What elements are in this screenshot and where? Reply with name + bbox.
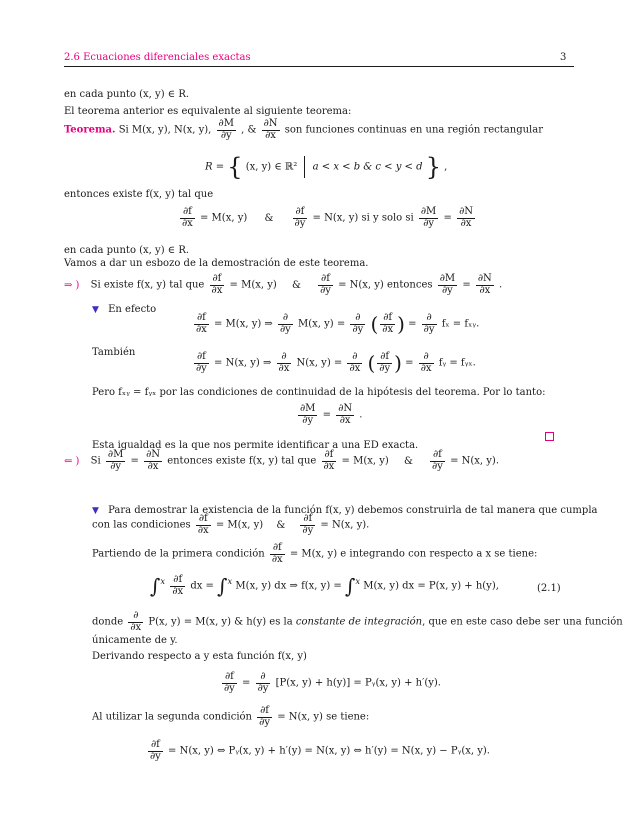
theorem-label: Teorema. xyxy=(64,124,116,136)
running-header: 2.6 Ecuaciones diferenciales exactas xyxy=(64,52,251,63)
fraction xyxy=(438,274,457,296)
den: ∂x xyxy=(349,362,361,374)
text: [P(x, y) + h(y)] = Pᵧ(x, y) + h′(y). xyxy=(275,677,441,689)
text-line: Pero fₓᵧ = fᵧₓ por las condiciones de continuidad de la hipótesis del teorema. Por lo tanto: xyxy=(92,387,546,398)
fraction xyxy=(262,119,280,141)
text: M(x, y) dx ⇒ f(x, y) = xyxy=(235,580,342,592)
den: ∂x xyxy=(420,362,432,374)
fraction xyxy=(422,313,437,335)
text: ⇐ ) xyxy=(64,455,80,467)
num: ∂ xyxy=(278,313,293,325)
integral-sign: ∫ xyxy=(217,574,228,598)
text: = xyxy=(242,677,251,689)
text: (x, y) ∈ ℝ² xyxy=(245,161,298,173)
text: = N(x, y) se tiene: xyxy=(277,711,370,723)
den: ∂x xyxy=(382,323,394,335)
fraction xyxy=(194,313,209,335)
fraction xyxy=(300,514,315,536)
text-line: Derivando respecto a y esta función f(x, y) xyxy=(92,651,307,662)
den: ∂x xyxy=(271,553,283,565)
num: ∂M xyxy=(439,273,456,284)
num: ∂f xyxy=(318,274,333,286)
conditions-line xyxy=(92,514,369,536)
num: ∂f xyxy=(194,352,209,364)
num: ∂f xyxy=(210,274,225,286)
den: ∂x xyxy=(339,414,351,426)
page-number: 3 xyxy=(560,52,567,63)
text: , que en este caso debe ser una función xyxy=(422,616,623,628)
paren: ) xyxy=(397,312,405,336)
text: ⇒ ) xyxy=(64,279,80,291)
fraction xyxy=(194,352,209,374)
paren: ( xyxy=(367,351,376,375)
proof-direction-forward xyxy=(64,274,502,296)
text: = xyxy=(405,357,414,369)
proof-direction-backward xyxy=(64,450,499,472)
text-line: Vamos a dar un esbozo de la demostración de este teorema. xyxy=(64,258,369,269)
num: ∂ xyxy=(347,352,362,364)
equation xyxy=(220,672,441,694)
num: ∂ xyxy=(128,611,143,623)
text: Si xyxy=(90,455,101,467)
num: ∂M xyxy=(420,206,437,217)
integral-sign: ∫ xyxy=(344,574,356,598)
text: = N(x, y) entonces xyxy=(338,279,433,291)
text: entonces existe f(x, y) tal que xyxy=(167,455,317,467)
equation xyxy=(146,740,490,762)
fraction xyxy=(430,450,445,472)
text: M(x, y) dx = P(x, y) + h(y), xyxy=(363,580,499,592)
text: Si existe f(x, y) tal que xyxy=(90,279,205,291)
fraction xyxy=(170,575,185,597)
text: Al utilizar la segunda condición xyxy=(92,711,252,723)
fraction xyxy=(144,450,162,472)
den: ∂x xyxy=(197,524,209,536)
text-line: entonces existe f(x, y) tal que xyxy=(64,189,214,200)
den: ∂y xyxy=(302,414,314,426)
fraction xyxy=(106,450,125,472)
limit: x xyxy=(160,576,166,587)
num: ∂ xyxy=(350,313,365,325)
header-rule xyxy=(64,66,574,67)
den: ∂x xyxy=(130,621,142,633)
text: N(x, y) = xyxy=(296,357,343,369)
brace: } xyxy=(425,153,441,181)
text: = xyxy=(322,409,331,421)
den: ∂x xyxy=(211,284,223,296)
den: ∂y xyxy=(220,129,232,141)
integral-sign: ∫ xyxy=(150,574,161,598)
brace: { xyxy=(227,153,243,181)
fraction xyxy=(128,611,143,633)
den: ∂y xyxy=(150,750,161,762)
text: constante de integración xyxy=(295,616,423,628)
fraction xyxy=(217,119,236,141)
text: = N(x, y). xyxy=(450,455,499,467)
segunda-line xyxy=(92,706,369,728)
fraction xyxy=(419,352,434,374)
den: ∂x xyxy=(323,460,335,472)
text: & xyxy=(264,212,274,224)
text: fₓ = fₓᵧ. xyxy=(441,318,480,330)
num: ∂f xyxy=(380,313,395,325)
fraction xyxy=(322,450,337,472)
text: = xyxy=(130,455,139,467)
fraction xyxy=(350,313,365,335)
equation xyxy=(192,312,479,336)
text: & xyxy=(403,455,413,467)
text: a < x < b & c < y < d xyxy=(312,161,423,173)
paren: ( xyxy=(370,312,379,336)
fraction xyxy=(148,740,163,762)
fraction xyxy=(222,672,237,694)
num: ∂ xyxy=(256,672,271,684)
text: Partiendo de la primera condición xyxy=(92,548,265,560)
text: . xyxy=(499,279,503,291)
text: Si M(x, y), N(x, y), xyxy=(118,124,212,136)
qed-square-icon xyxy=(545,432,554,441)
num: ∂f xyxy=(180,207,195,219)
num: ∂N xyxy=(338,403,353,414)
partiendo-line xyxy=(92,543,537,565)
text: & xyxy=(291,279,301,291)
num: ∂ xyxy=(419,352,434,364)
equation xyxy=(192,351,476,375)
triangle-bullet-icon: ▼ xyxy=(92,305,99,315)
num: ∂f xyxy=(293,207,308,219)
text: = M(x, y) e integrando con respecto a x se tiene: xyxy=(289,548,538,560)
fraction xyxy=(277,352,292,374)
integral-equation xyxy=(150,574,499,598)
donde-line xyxy=(92,611,623,633)
text: En efecto xyxy=(108,304,157,315)
den: ∂y xyxy=(257,682,269,694)
divider xyxy=(304,156,305,178)
den: ∂y xyxy=(442,284,453,296)
num: ∂f xyxy=(430,450,445,462)
den: ∂y xyxy=(294,217,306,229)
num: ∂f xyxy=(270,543,285,555)
num: ∂f xyxy=(322,450,337,462)
fraction xyxy=(380,313,395,335)
text: M(x, y) = xyxy=(298,318,346,330)
fraction xyxy=(318,274,333,296)
text-line: únicamente de y. xyxy=(92,635,178,646)
text: R = xyxy=(205,161,225,173)
den: ∂x xyxy=(460,217,472,229)
num: ∂N xyxy=(146,449,161,460)
fraction xyxy=(457,207,475,229)
fraction xyxy=(196,514,211,536)
text: = M(x, y) xyxy=(229,279,277,291)
paren: ) xyxy=(394,351,402,375)
text: = xyxy=(443,212,452,224)
num: ∂f xyxy=(222,672,237,684)
den: ∂y xyxy=(352,323,364,335)
fraction xyxy=(270,543,285,565)
num: ∂f xyxy=(300,514,315,526)
den: ∂y xyxy=(302,524,314,536)
den: ∂y xyxy=(379,362,391,374)
den: ∂y xyxy=(224,682,235,694)
num: ∂f xyxy=(377,352,392,364)
fraction xyxy=(278,313,293,335)
text: = xyxy=(408,318,417,330)
text: = N(x, y) ⇔ Pᵧ(x, y) + h′(y) = N(x, y) ⇔ h′(y) = N(x, y) − Pᵧ(x, y). xyxy=(168,745,490,757)
text: = N(x, y) si y solo si xyxy=(312,212,414,224)
den: ∂x xyxy=(196,323,207,335)
theorem-statement xyxy=(64,119,543,141)
text-line: También xyxy=(92,347,136,358)
equation-number: (2.1) xyxy=(537,583,561,594)
den: ∂y xyxy=(110,460,122,472)
den: ∂x xyxy=(172,585,184,597)
text: = M(x, y) ⇒ xyxy=(214,318,273,330)
num: ∂f xyxy=(194,313,209,325)
fraction xyxy=(347,352,362,374)
den: ∂x xyxy=(278,362,290,374)
fraction xyxy=(419,207,438,229)
fraction xyxy=(293,207,308,229)
fraction xyxy=(298,404,317,426)
text: = xyxy=(462,279,471,291)
den: ∂x xyxy=(182,217,193,229)
den: ∂x xyxy=(265,129,276,141)
text: = M(x, y) xyxy=(341,455,389,467)
fraction xyxy=(210,274,225,296)
num: ∂N xyxy=(459,206,473,217)
num: ∂f xyxy=(170,575,185,587)
text: son funciones continuas en una región rectangular xyxy=(284,124,543,136)
equation xyxy=(178,207,477,229)
limit: x xyxy=(227,576,233,587)
fraction xyxy=(377,352,392,374)
den: ∂x xyxy=(147,460,159,472)
fraction xyxy=(256,672,271,694)
num: ∂f xyxy=(196,514,211,526)
amp: , & xyxy=(241,124,257,136)
text: donde xyxy=(92,616,124,628)
num: ∂ xyxy=(277,352,292,364)
num: ∂N xyxy=(477,273,492,284)
text-line: en cada punto (x, y) ∈ R. xyxy=(64,89,190,100)
limit: x xyxy=(355,576,361,587)
text: con las condiciones xyxy=(92,519,191,531)
den: ∂y xyxy=(259,716,270,728)
fraction xyxy=(180,207,195,229)
text: . xyxy=(359,409,363,421)
num: ∂M xyxy=(300,403,316,414)
num: ∂M xyxy=(218,118,234,129)
equation xyxy=(296,404,362,426)
fraction xyxy=(257,706,272,728)
text: = M(x, y) xyxy=(215,519,264,531)
text: P(x, y) = M(x, y) & h(y) es la xyxy=(148,616,293,628)
bullet-line xyxy=(92,304,156,315)
den: ∂y xyxy=(423,217,435,229)
triangle-bullet-icon: ▼ xyxy=(92,506,99,516)
fraction xyxy=(336,404,354,426)
den: ∂x xyxy=(479,284,491,296)
den: ∂y xyxy=(432,460,443,472)
text-line: en cada punto (x, y) ∈ R. xyxy=(64,245,190,256)
fraction xyxy=(476,274,494,296)
text: = N(x, y). xyxy=(320,519,370,531)
text-line: Esta igualdad es la que nos permite identificar a una ED exacta. xyxy=(92,440,419,451)
num: ∂f xyxy=(148,740,163,752)
text: = N(x, y) ⇒ xyxy=(214,357,272,369)
num: ∂f xyxy=(257,706,272,718)
text: = M(x, y) xyxy=(200,212,248,224)
num: ∂ xyxy=(422,313,437,325)
num: ∂N xyxy=(263,118,278,129)
den: ∂y xyxy=(280,323,291,335)
text: dx = xyxy=(190,580,214,592)
text: & xyxy=(276,519,286,531)
text-line: El teorema anterior es equivalente al siguiente teorema: xyxy=(64,106,352,117)
text: Para demostrar la existencia de la función f(x, y) debemos construirla de tal manera que cumpla xyxy=(108,505,598,516)
den: ∂y xyxy=(423,323,435,335)
text: , xyxy=(444,161,448,173)
num: ∂M xyxy=(107,449,124,460)
den: ∂y xyxy=(320,284,331,296)
text: fᵧ = fᵧₓ. xyxy=(438,357,476,369)
den: ∂y xyxy=(196,362,207,374)
region-definition xyxy=(205,155,447,179)
